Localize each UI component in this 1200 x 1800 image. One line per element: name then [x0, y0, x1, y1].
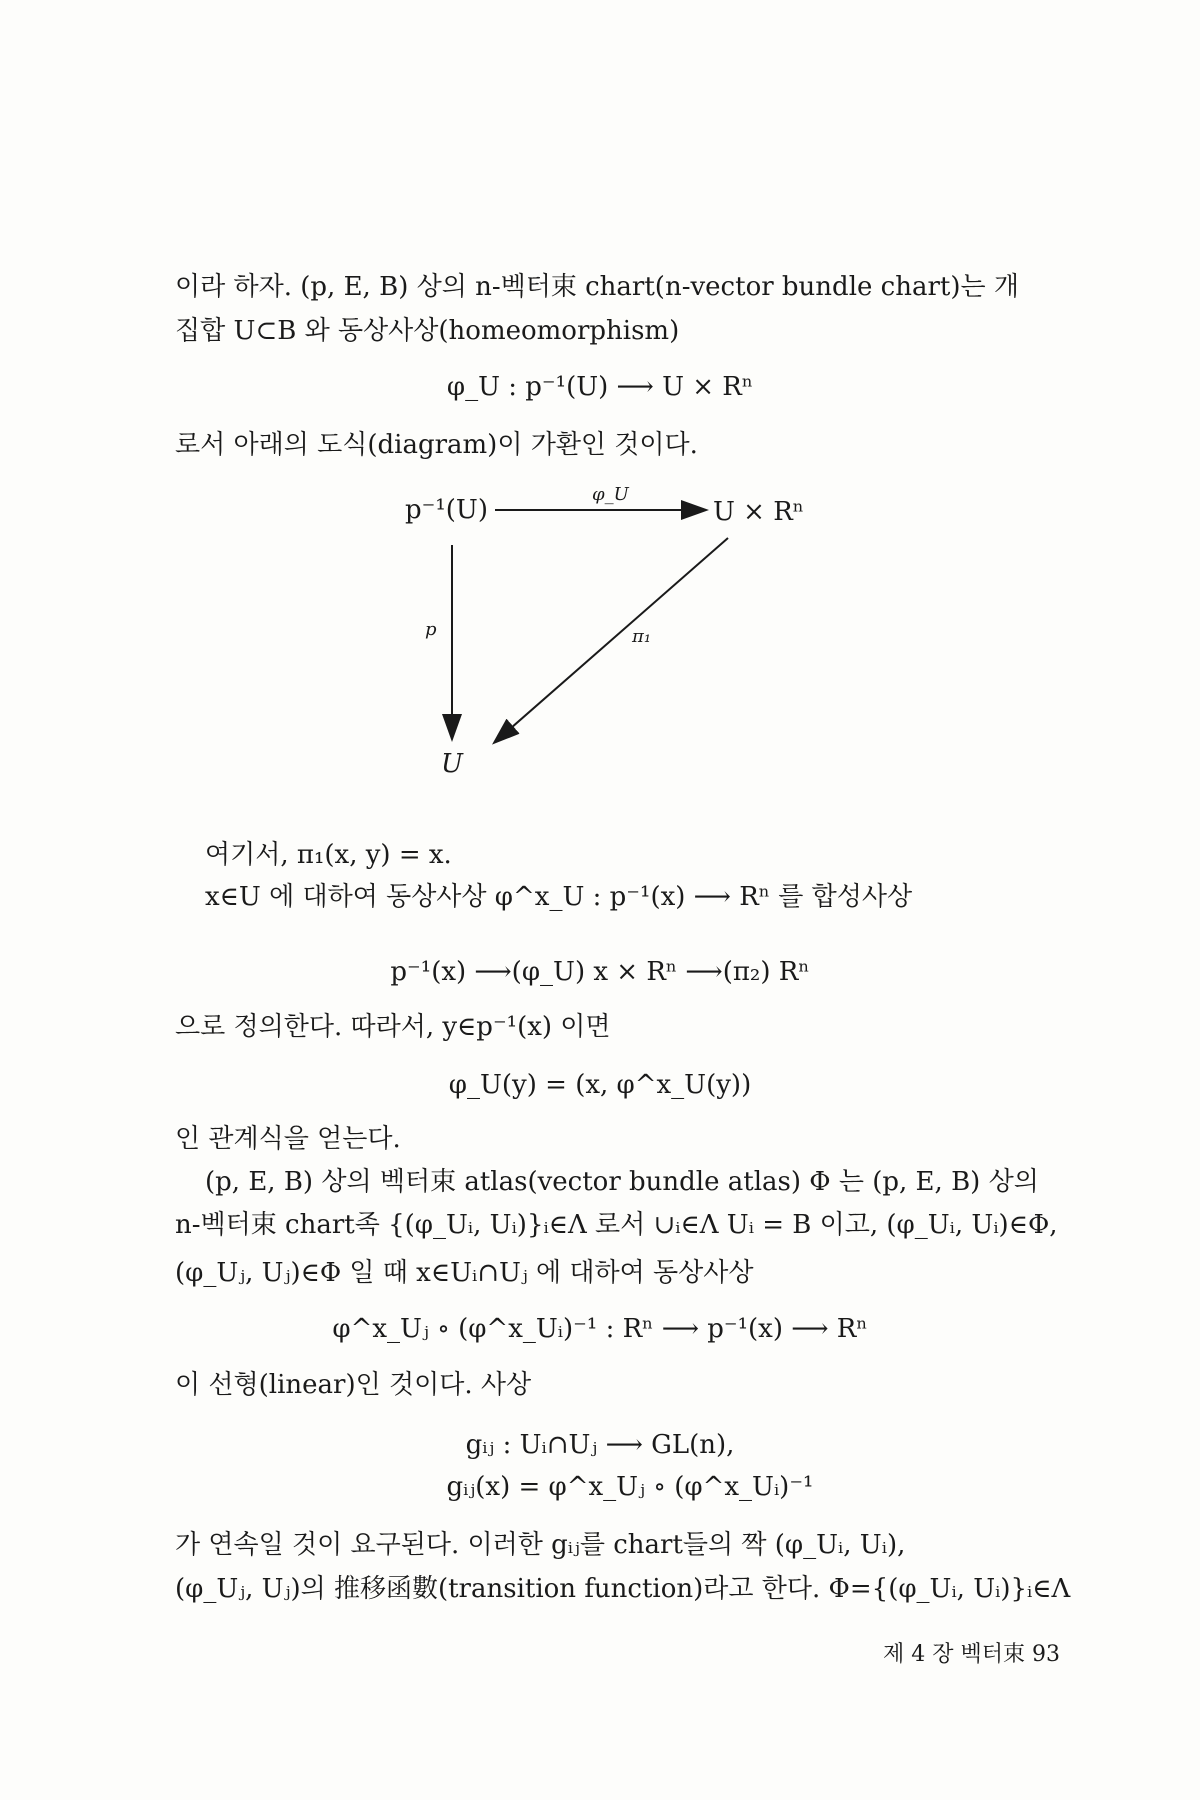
formula: φ_U(y) = (x, φ^x_U(y)) [448, 1070, 752, 1100]
formula: p⁻¹(x) ⟶(φ_U) x × Rⁿ ⟶(π₂) Rⁿ [390, 957, 810, 987]
formula: φ^x_Uⱼ ∘ (φ^x_Uᵢ)⁻¹ : Rⁿ ⟶ p⁻¹(x) ⟶ Rⁿ [332, 1314, 868, 1344]
diagram-arrow-diagonal [495, 538, 728, 742]
text-line: (φ_Uⱼ, Uⱼ)∈Φ 일 때 x∈Uᵢ∩Uⱼ 에 대하여 동상사상 [175, 1258, 754, 1288]
diagram-node-top-right: U × Rⁿ [713, 497, 805, 527]
diagram-node-top-left: p⁻¹(U) [405, 495, 488, 525]
text-line: 인 관계식을 얻는다. [175, 1124, 401, 1154]
diagram-arrow-top-label: φ_U [592, 484, 629, 505]
diagram-arrow-left-label: p [425, 619, 437, 640]
text-line: n-벡터束 chart족 {(φ_Uᵢ, Uᵢ)}ᵢ∈Λ 로서 ∪ᵢ∈Λ Uᵢ = B 이고, (φ_Uᵢ, Uᵢ)∈Φ, [175, 1210, 1058, 1240]
text-line: 으로 정의한다. 따라서, y∈p⁻¹(x) 이면 [175, 1012, 611, 1042]
text-line: 로서 아래의 도식(diagram)이 가환인 것이다. [175, 430, 698, 460]
page-footer: 제 4 장 벡터束 93 [883, 1642, 1060, 1667]
text-line: 여기서, π₁(x, y) = x. [205, 840, 452, 870]
text-line: (p, E, B) 상의 벡터束 atlas(vector bundle atlas) Φ 는 (p, E, B) 상의 [205, 1167, 1039, 1197]
text-line: 집합 U⊂B 와 동상사상(homeomorphism) [175, 316, 680, 346]
text-line: x∈U 에 대하여 동상사상 φ^x_U : p⁻¹(x) ⟶ Rⁿ 를 합성사상 [205, 882, 913, 912]
diagram-arrow-diagonal-label: π₁ [632, 626, 652, 647]
formula: φ_U : p⁻¹(U) ⟶ U × Rⁿ [446, 372, 754, 402]
text-line: 이 선형(linear)인 것이다. 사상 [175, 1370, 532, 1400]
text-line: (φ_Uⱼ, Uⱼ)의 推移函數(transition function)라고 한다. Φ={(φ_Uᵢ, Uᵢ)}ᵢ∈Λ [175, 1574, 1071, 1604]
text-line: 가 연속일 것이 요구된다. 이러한 gᵢⱼ를 chart들의 짝 (φ_Uᵢ, Uᵢ), [175, 1530, 906, 1560]
diagram-node-bottom: U [441, 749, 463, 779]
text-line: 이라 하자. (p, E, B) 상의 n-벡터束 chart(n-vector bundle chart)는 개 [175, 272, 1019, 302]
formula: gᵢⱼ : Uᵢ∩Uⱼ ⟶ GL(n), [465, 1430, 735, 1460]
formula: gᵢⱼ(x) = φ^x_Uⱼ ∘ (φ^x_Uᵢ)⁻¹ [446, 1472, 814, 1502]
